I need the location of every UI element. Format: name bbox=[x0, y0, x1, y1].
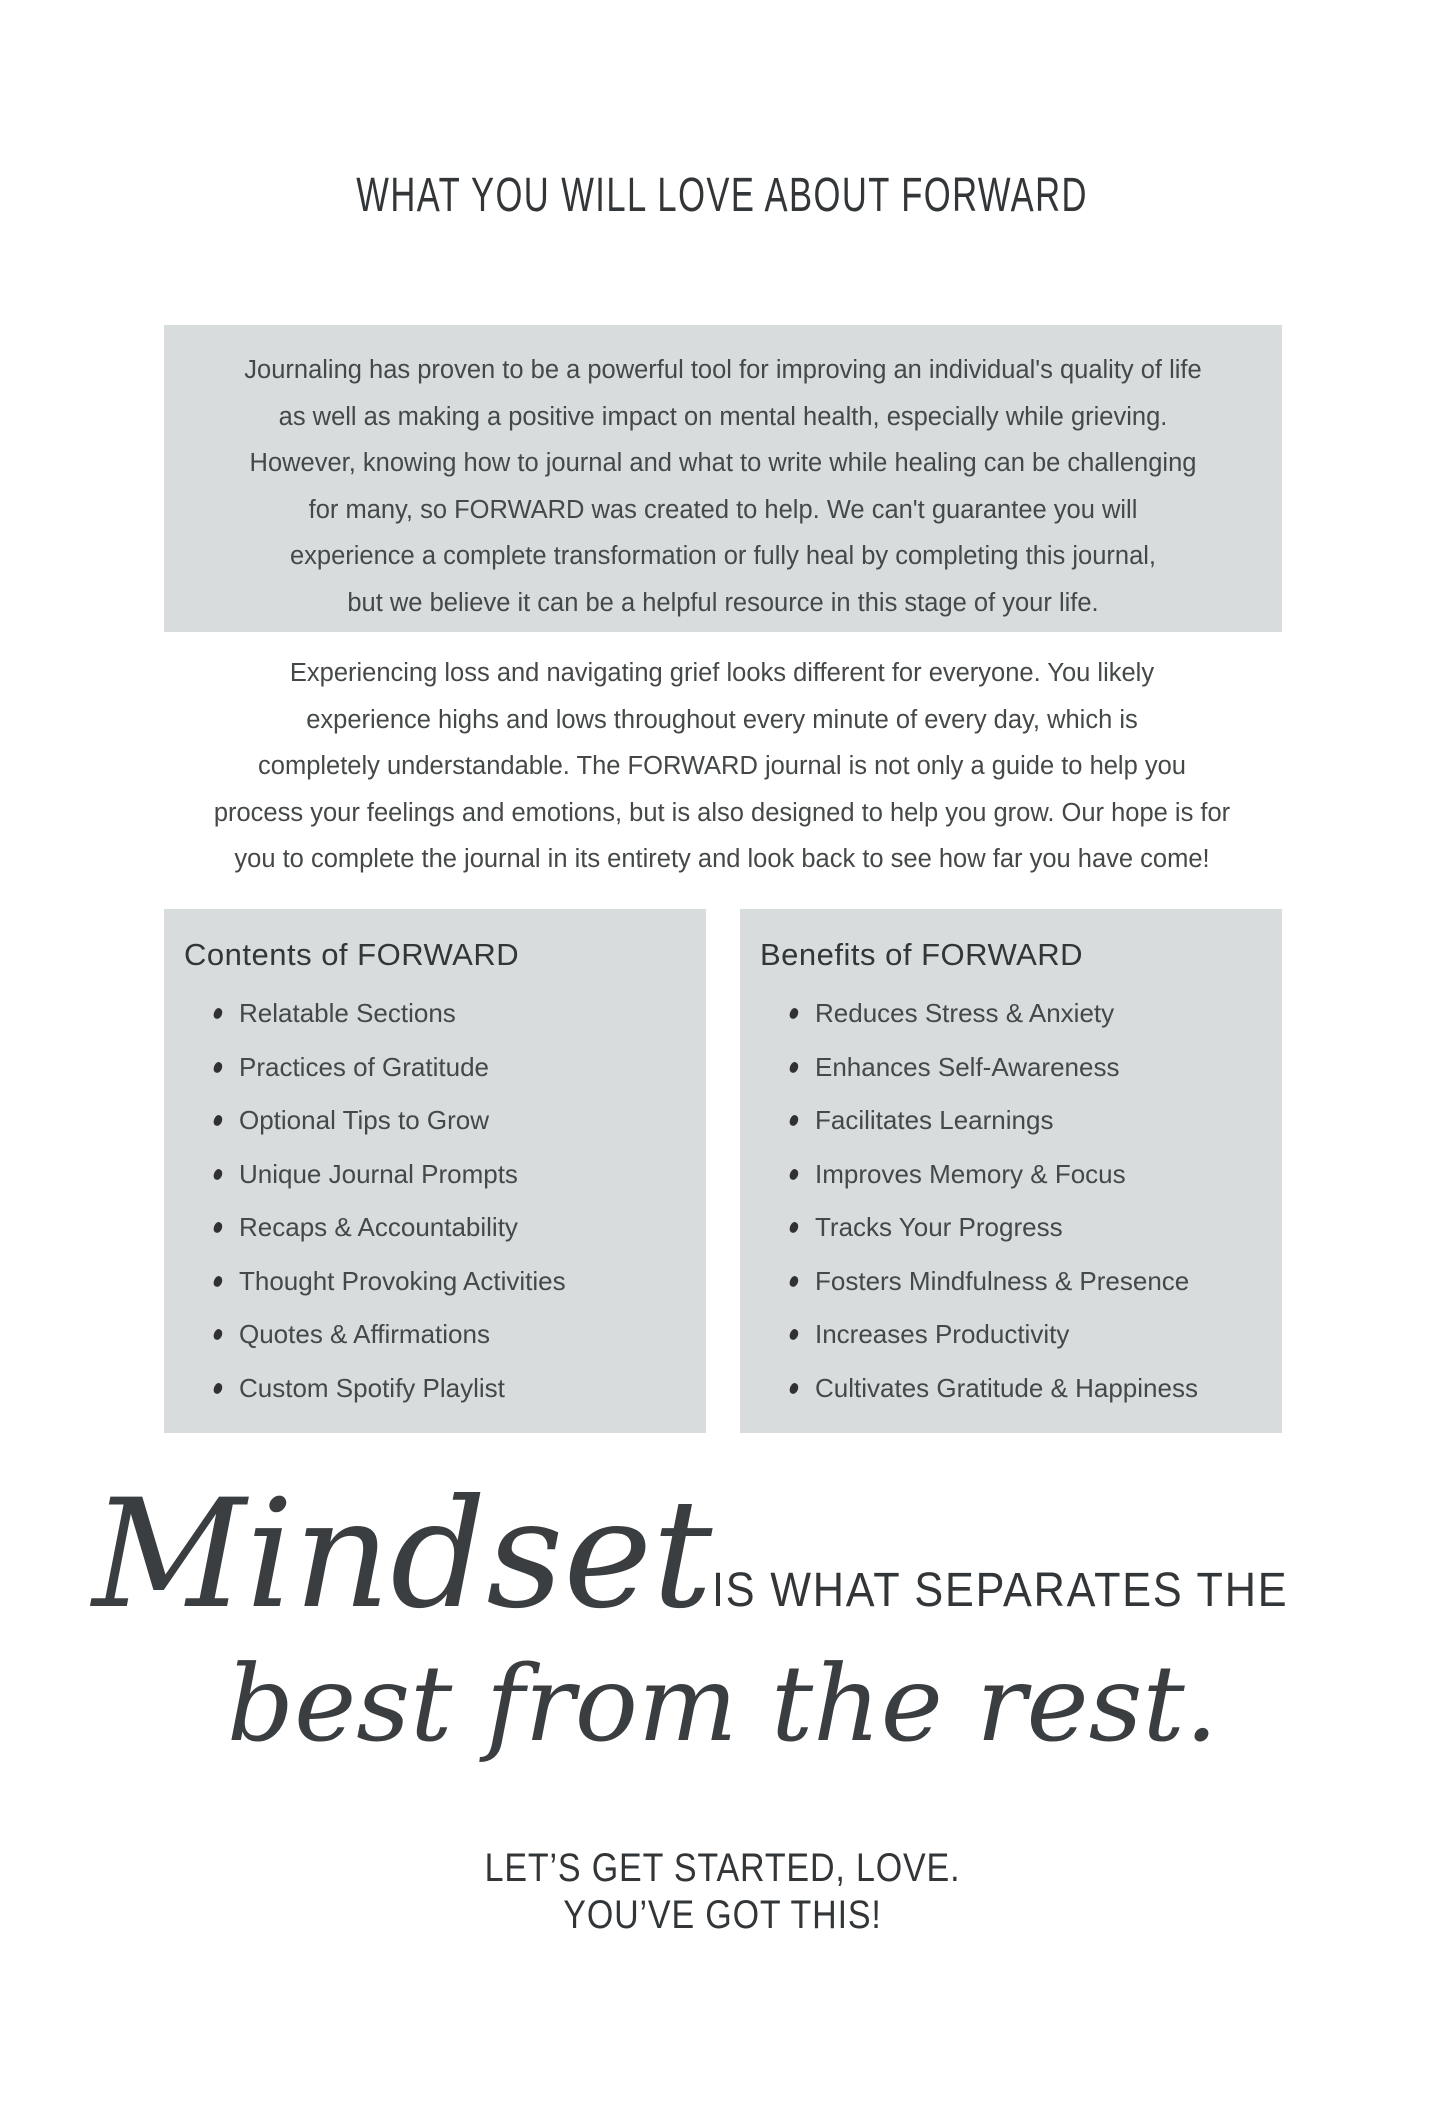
list-item bbox=[214, 1201, 688, 1255]
bullet-icon bbox=[212, 1061, 223, 1074]
bullet-icon bbox=[788, 1328, 799, 1341]
intro-box-line: as well as making a positive impact on mental health, especially while grieving. bbox=[278, 402, 1168, 431]
list-item bbox=[214, 1255, 688, 1309]
page-title: WHAT YOU WILL LOVE ABOUT FORWARD bbox=[356, 169, 1089, 222]
intro-paragraph-line: you to complete the journal in its entirety and look back to see how far you have come! bbox=[234, 845, 1210, 873]
list-item-label: Facilitates Learnings bbox=[815, 1105, 1054, 1136]
intro-box-line: experience a complete transformation or fully heal by completing this journal, bbox=[289, 542, 1157, 570]
list-item bbox=[214, 1094, 688, 1148]
list-item bbox=[790, 1362, 1264, 1416]
bullet-icon bbox=[212, 1221, 223, 1234]
intro-paragraph-line: Experiencing loss and navigating grief looks different for everyone. You likely bbox=[289, 659, 1155, 687]
contents-panel bbox=[164, 909, 706, 1433]
contents-heading: Contents of FORWARD bbox=[184, 937, 520, 972]
intro-paragraph bbox=[117, 650, 1327, 883]
list-item bbox=[214, 1308, 688, 1362]
list-item bbox=[214, 1148, 688, 1202]
bullet-icon bbox=[212, 1275, 223, 1288]
intro-highlight-box bbox=[164, 325, 1282, 632]
page-header bbox=[0, 168, 1445, 223]
list-item bbox=[214, 1041, 688, 1095]
bullet-icon bbox=[788, 1275, 799, 1288]
bullet-icon bbox=[788, 1061, 799, 1074]
bullet-icon bbox=[788, 1168, 799, 1181]
list-item-label: Recaps & Accountability bbox=[239, 1212, 518, 1243]
list-item-label: Tracks Your Progress bbox=[815, 1212, 1063, 1243]
bullet-icon bbox=[788, 1114, 799, 1127]
list-item-label: Increases Productivity bbox=[815, 1319, 1070, 1350]
list-item bbox=[790, 1148, 1264, 1202]
quote-caps-text: IS WHAT SEPARATES THE bbox=[712, 1564, 1289, 1617]
bullet-icon bbox=[212, 1168, 223, 1181]
intro-paragraph-line: experience highs and lows throughout every minute of every day, which is bbox=[306, 705, 1138, 734]
bullet-icon bbox=[212, 1382, 223, 1395]
bullet-icon bbox=[212, 1328, 223, 1341]
list-item-label: Relatable Sections bbox=[239, 998, 456, 1029]
list-item bbox=[214, 987, 688, 1041]
benefits-panel bbox=[740, 909, 1282, 1433]
bullet-icon bbox=[788, 1221, 799, 1234]
bullet-icon bbox=[788, 1382, 799, 1395]
list-item-label: Custom Spotify Playlist bbox=[239, 1372, 505, 1403]
list-item-label: Fosters Mindfulness & Presence bbox=[815, 1265, 1190, 1296]
quote-script-word: Mindset bbox=[92, 1468, 713, 1642]
list-item-label: Quotes & Affirmations bbox=[239, 1319, 490, 1350]
list-item-label: Practices of Gratitude bbox=[239, 1051, 489, 1082]
bullet-icon bbox=[212, 1114, 223, 1127]
intro-box-line: but we believe it can be a helpful resource in this stage of your life. bbox=[347, 588, 1099, 617]
intro-paragraph-line: completely understandable. The FORWARD journal is not only a guide to help you bbox=[258, 752, 1186, 780]
list-item bbox=[790, 1308, 1264, 1362]
quote-line-2: best from the rest. bbox=[226, 1643, 1219, 1765]
list-item bbox=[790, 987, 1264, 1041]
intro-box-line: Journaling has proven to be a powerful tool for improving an individual's quality of life bbox=[244, 356, 1202, 384]
list-item bbox=[790, 1094, 1264, 1148]
bullet-icon bbox=[788, 1007, 799, 1020]
list-item-label: Reduces Stress & Anxiety bbox=[815, 998, 1115, 1029]
closing-line-2: YOU’VE GOT THIS! bbox=[563, 1893, 882, 1937]
list-item-label: Thought Provoking Activities bbox=[239, 1265, 566, 1296]
list-item-label: Optional Tips to Grow bbox=[239, 1105, 489, 1136]
list-item-label: Improves Memory & Focus bbox=[815, 1158, 1126, 1189]
closing-message bbox=[0, 1845, 1445, 1939]
benefits-list bbox=[760, 987, 1264, 1415]
intro-box-line: for many, so FORWARD was created to help. We can't guarantee you will bbox=[308, 495, 1138, 524]
list-item bbox=[790, 1041, 1264, 1095]
list-item-label: Cultivates Gratitude & Happiness bbox=[815, 1372, 1198, 1403]
contents-list bbox=[184, 987, 688, 1415]
intro-box-line: However, knowing how to journal and what to write while healing can be challenging bbox=[249, 449, 1197, 477]
list-item-label: Unique Journal Prompts bbox=[239, 1158, 518, 1189]
quote-line-1 bbox=[0, 1468, 1445, 1642]
benefits-heading: Benefits of FORWARD bbox=[760, 937, 1084, 972]
feature-columns bbox=[164, 909, 1282, 1433]
intro-paragraph-line: process your feelings and emotions, but is also designed to help you grow. Our hope is for bbox=[213, 798, 1231, 827]
closing-line-1: LET’S GET STARTED, LOVE. bbox=[484, 1846, 961, 1890]
list-item bbox=[790, 1255, 1264, 1309]
list-item-label: Enhances Self-Awareness bbox=[815, 1051, 1120, 1082]
list-item bbox=[214, 1362, 688, 1416]
list-item bbox=[790, 1201, 1264, 1255]
bullet-icon bbox=[212, 1007, 223, 1020]
